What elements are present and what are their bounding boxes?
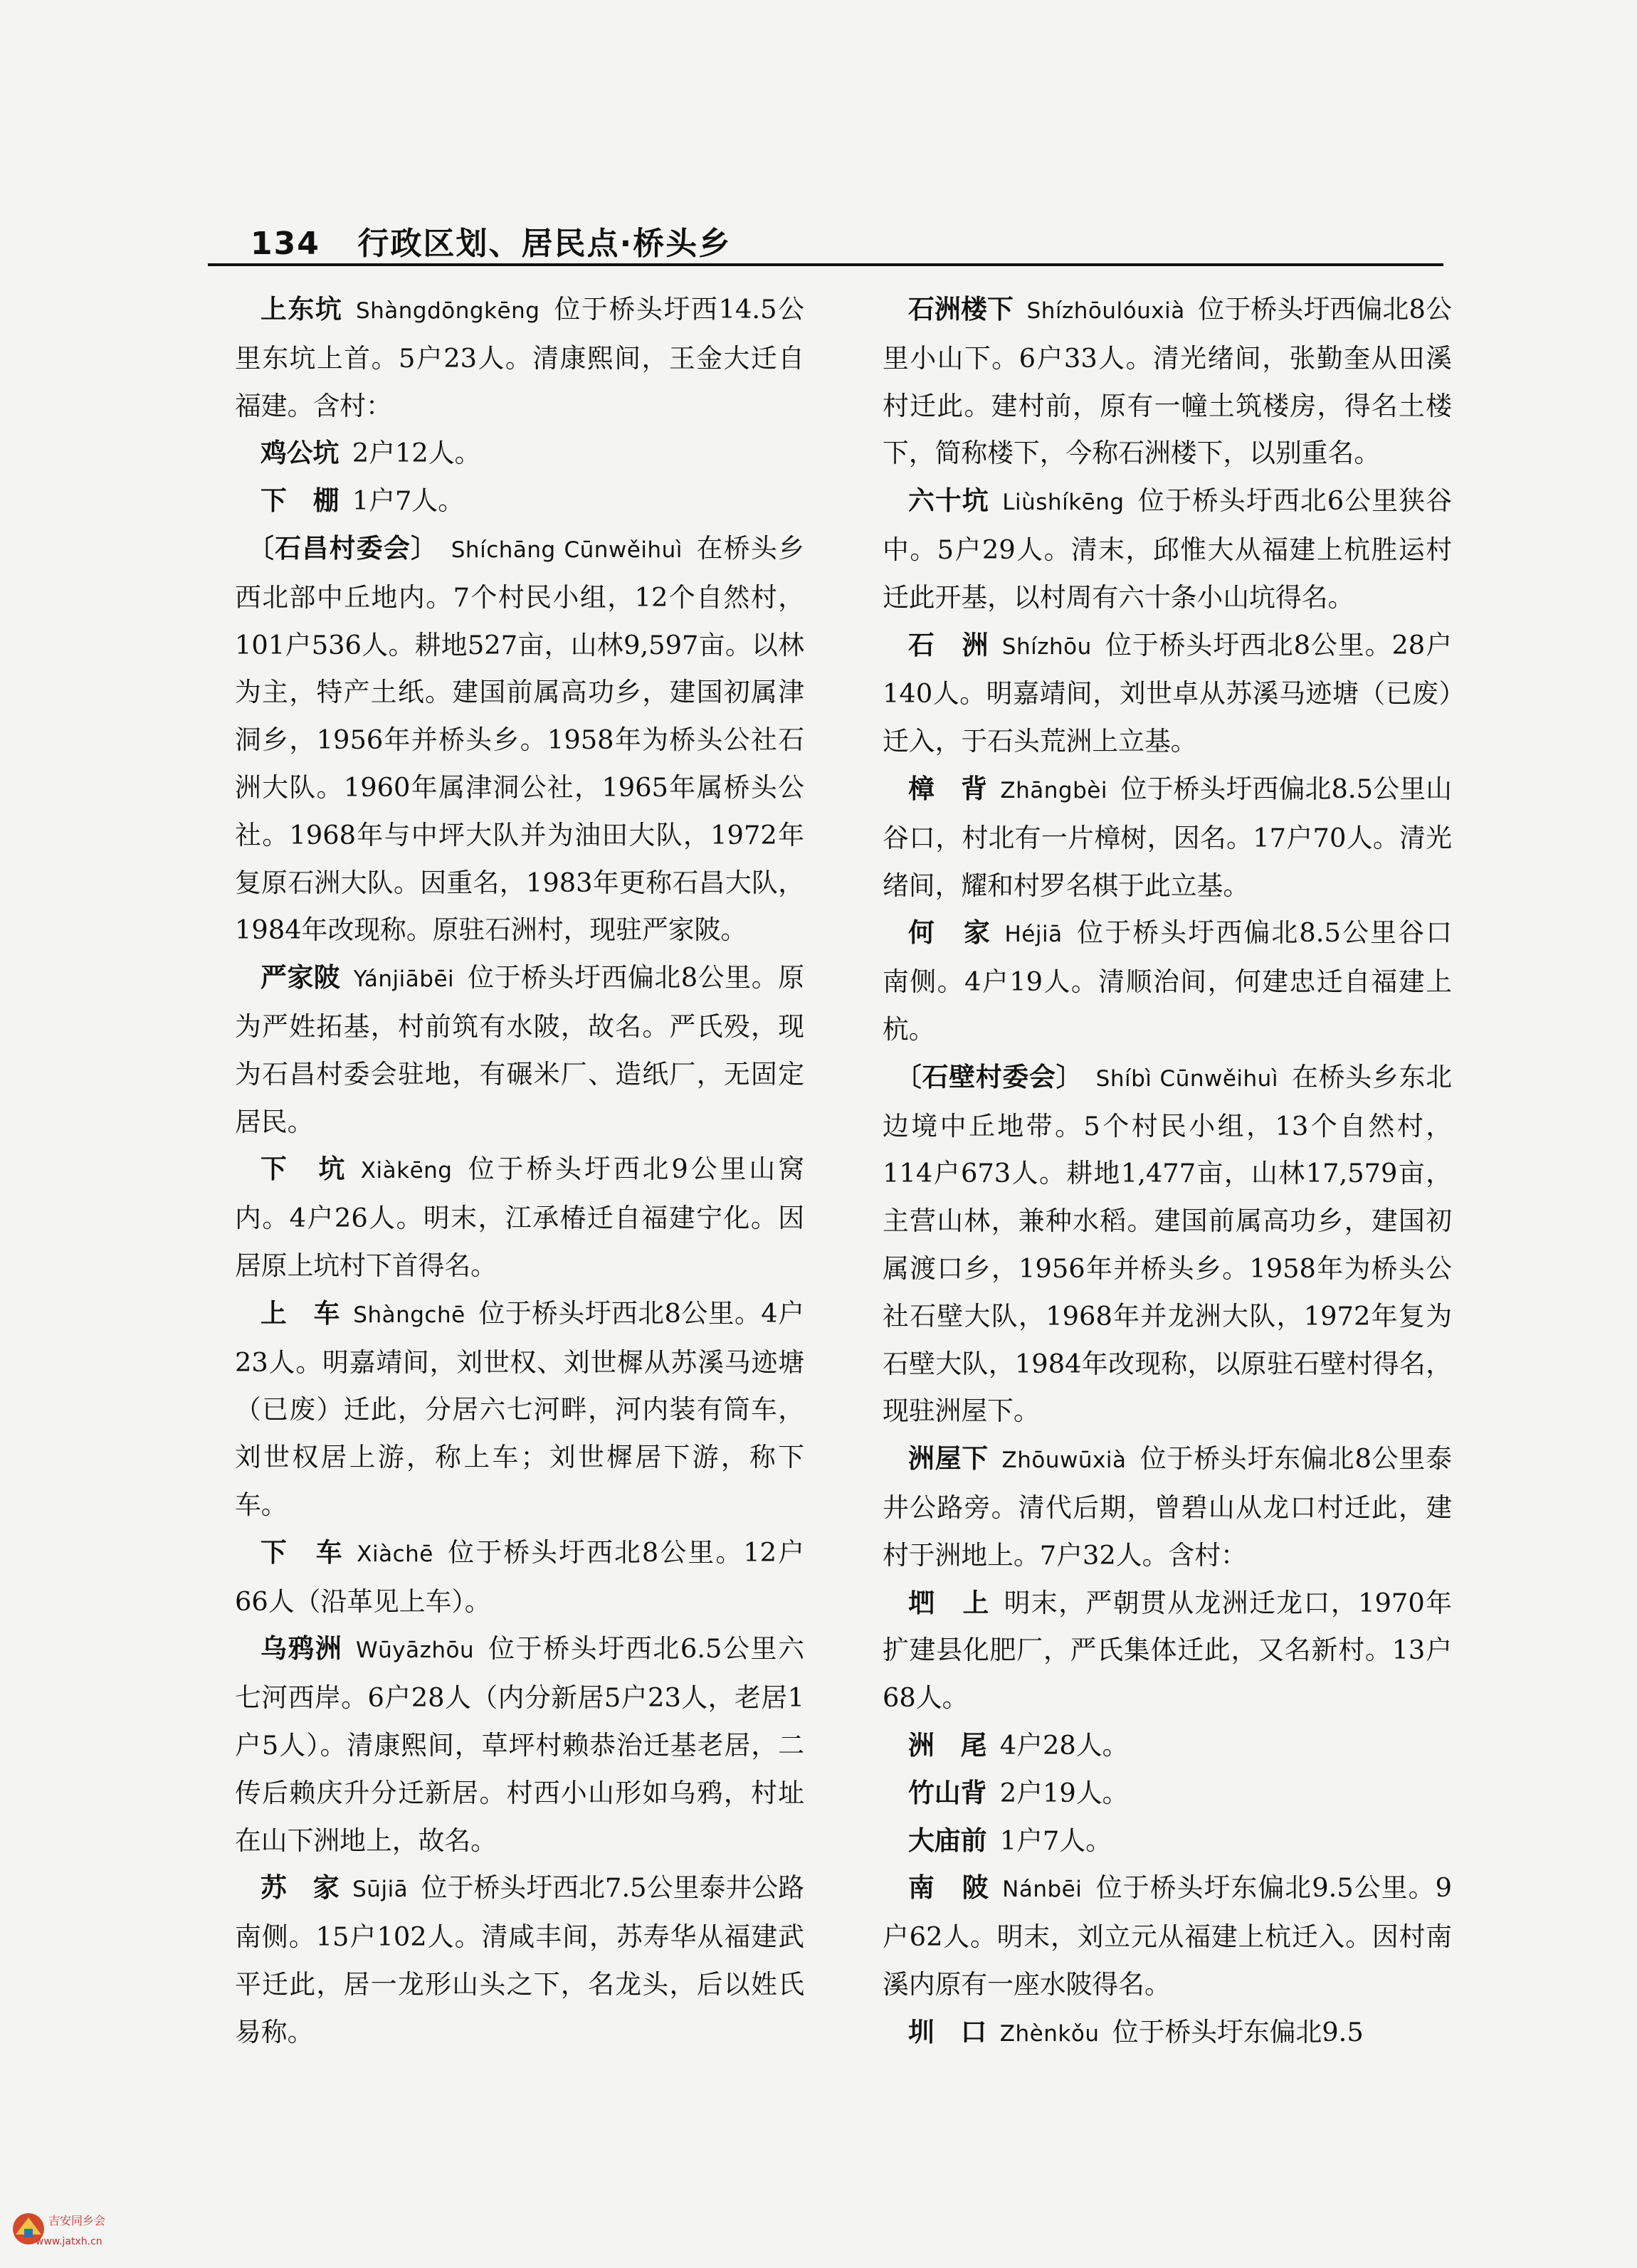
entry-pinyin: Shízhōulóuxià xyxy=(1026,298,1185,324)
entry-heading: 下 车 xyxy=(260,1536,344,1568)
entry xyxy=(883,909,1452,1053)
entry xyxy=(235,1864,804,2056)
entry-pinyin: Shíchāng Cūnwěihuì xyxy=(451,537,683,563)
entry-pinyin: Yánjiābēi xyxy=(353,966,455,993)
entry-heading: 南 陂 xyxy=(908,1872,989,1904)
entry-heading: 下 棚 xyxy=(260,485,339,517)
entry-heading: 何 家 xyxy=(908,917,992,949)
entry xyxy=(883,1435,1452,1579)
entry-text: 位于桥头圩东偏北9.5公里。9户62人。明末，刘立元从福建上杭迁入。因村南溪内原有一座水陂得名。 xyxy=(883,1872,1452,2000)
entry-heading: 石 洲 xyxy=(908,629,989,660)
entry-text: 位于桥头圩西北8公里。28户140人。明嘉靖间，刘世卓从苏溪马迹塘（已废）迁入，于石头荒洲上立基。 xyxy=(883,629,1453,757)
entry-heading: 垇 上 xyxy=(908,1587,990,1618)
entry xyxy=(235,478,804,525)
entry-text: 位于桥头圩西北7.5公里泰井公路南侧。15户102人。清咸丰间，苏寿华从福建武平迁此，居一龙形山头之下，名龙头，后以姓氏易称。 xyxy=(235,1872,804,2047)
page-number: 134 xyxy=(251,226,320,262)
entry-heading: 六十坑 xyxy=(908,485,989,517)
entry-text: 位于桥头圩西偏北8公里小山下。6户33人。清光绪间，张勤奎从田溪村迁此。建村前，原有一幢土筑楼房，得名土楼下，简称楼下，今称石洲楼下，以别重名。 xyxy=(883,294,1452,469)
entry-pinyin: Nánbēi xyxy=(1002,1877,1083,1903)
entry-pinyin: Shízhōu xyxy=(1001,633,1092,660)
entry-pinyin: Shíbì Cūnwěihuì xyxy=(1095,1065,1278,1092)
entry-text: 位于桥头圩西14.5公里东坑上首。5户23人。清康熙间，王金大迁自福建。含村： xyxy=(235,294,805,421)
entry xyxy=(235,430,804,478)
entry-heading: 〔石昌村委会〕 xyxy=(248,532,438,564)
entry xyxy=(883,1864,1452,2008)
entry xyxy=(883,622,1452,766)
header-rule xyxy=(208,263,1443,266)
entry-heading: 圳 口 xyxy=(908,2016,987,2047)
entry-text: 位于桥头圩西北9公里山窝内。4户26人。明末，江承椿迁自福建宁化。因居原上坑村下首得名。 xyxy=(235,1154,804,1281)
entry xyxy=(235,1529,804,1626)
right-column xyxy=(883,286,1452,2057)
entry xyxy=(883,1818,1452,1865)
entry xyxy=(235,1290,804,1529)
page-header xyxy=(251,218,731,263)
entry-text: 2户12人。 xyxy=(352,438,481,469)
entry xyxy=(235,286,804,430)
entry-text: 位于桥头圩西北8公里。12户66人（沿革见上车）。 xyxy=(235,1536,805,1617)
entry-pinyin: Xiàkēng xyxy=(360,1158,453,1184)
entry-pinyin: Shàngdōngkēng xyxy=(355,298,540,324)
entry xyxy=(235,1146,804,1289)
entry-text: 位于桥头圩西偏北8.5公里山谷口，村北有一片樟树，因名。17户70人。清光绪间，耀和村罗名棋于此立基。 xyxy=(883,773,1452,901)
entry-heading: 严家陂 xyxy=(260,962,341,993)
entry-text: 位于桥头圩西北8公里。4户23人。明嘉靖间，刘世权、刘世樨从苏溪马迹塘（已废）迁此，分居六七河畔，河内装有筒车，刘世权居上游，称上车；刘世樨居下游，称下车。 xyxy=(235,1297,805,1520)
entry-text: 1户7人。 xyxy=(352,485,465,517)
entry xyxy=(883,1054,1452,1435)
entry xyxy=(235,525,804,954)
entry xyxy=(883,286,1452,478)
entry-text: 位于桥头圩西偏北8.5公里谷口南侧。4户19人。清顺治间，何建忠迁自福建上杭。 xyxy=(883,917,1453,1045)
entry xyxy=(883,1722,1452,1770)
entry-heading: 大庙前 xyxy=(908,1825,987,1856)
entry-text: 位于桥头圩西北6公里狭谷中。5户29人。清末，邱惟大从福建上杭胜运村迁此开基，以村周有六十条小山坑得名。 xyxy=(883,485,1452,613)
site-watermark xyxy=(7,2205,106,2262)
watermark-site-name: 吉安同乡会 xyxy=(48,2214,106,2227)
entry-pinyin: Héjiā xyxy=(1004,922,1063,948)
entry-text: 在桥头乡东北边境中丘地带。5个村民小组，13个自然村，114户673人。耕地1,477亩，山林17,579亩，主营山林，兼种水稻。建国前属高功乡，建国初属渡口乡，1956年并桥头乡。1958年为桥头公社石壁大队，1968年并龙洲大队，1972年复为石壁大队，1984年改现称，以原驻石壁村得名，现驻洲屋下。 xyxy=(883,1061,1452,1427)
entry-pinyin: Xiàchē xyxy=(357,1541,433,1567)
entry-pinyin: Zhōuwūxià xyxy=(1001,1447,1127,1474)
watermark-url: www.jatxh.cn xyxy=(36,2236,102,2247)
entry-pinyin: Shàngchē xyxy=(353,1302,465,1328)
entry-heading: 竹山背 xyxy=(908,1777,987,1808)
entry-heading: 石洲楼下 xyxy=(908,294,1014,325)
entry-pinyin: Zhāngbèi xyxy=(1000,777,1107,803)
entry-text: 位于桥头圩西北6.5公里六七河西岸。6户28人（内分新居5户23人，老居1户5人）。清康熙间，草坪村赖恭治迁基老居，二传后赖庆升分迁新居。村西小山形如乌鸦，村址在山下洲地上，故名。 xyxy=(235,1633,804,1856)
entry xyxy=(883,1580,1452,1722)
entry xyxy=(883,766,1452,909)
entry xyxy=(883,478,1452,621)
entry-text: 4户28人。 xyxy=(999,1729,1129,1761)
entry-heading: 上东坑 xyxy=(260,294,343,325)
entry-heading: 乌鸦洲 xyxy=(260,1633,343,1665)
entry-text: 在桥头乡西北部中丘地内。7个村民小组，12个自然村，101户536人。耕地527亩，山林9,597亩。以林为主，特产土纸。建国前属高功乡，建国初属津洞乡，1956年并桥头乡。1958年为桥头公社石洲大队。1960年属津洞公社，1965年属桥头公社。1968年与中坪大队并为油田大队，1972年复原石洲大队。因重名，1983年更称石昌大队，1984年改现称。原驻石洲村，现驻严家陂。 xyxy=(235,532,805,946)
entry-text: 位于桥头圩东偏北8公里泰井公路旁。清代后期，曾碧山从龙口村迁此，建村于洲地上。7户32人。含村： xyxy=(883,1443,1452,1571)
entry-heading: 下 坑 xyxy=(260,1154,348,1185)
entry-text: 2户19人。 xyxy=(999,1777,1129,1808)
entry-pinyin: Wūyāzhōu xyxy=(355,1637,475,1664)
entry-pinyin: Sūjiā xyxy=(352,1877,409,1903)
entry-heading: 洲 尾 xyxy=(908,1729,987,1761)
entry-heading: 苏 家 xyxy=(260,1872,339,1904)
entry xyxy=(883,1770,1452,1818)
entry-pinyin: Zhènkǒu xyxy=(999,2020,1100,2047)
entry-heading: 鸡公坑 xyxy=(260,438,339,469)
entry xyxy=(883,2009,1452,2058)
entry xyxy=(235,1625,804,1864)
entry-text: 位于桥头圩西偏北8公里。原为严姓拓基，村前筑有水陂，故名。严氏殁，现为石昌村委会驻地，有碾米厂、造纸厂，无固定居民。 xyxy=(235,962,804,1137)
entry-heading: 樟 背 xyxy=(908,773,987,804)
entry-heading: 〔石壁村委会〕 xyxy=(895,1061,1083,1092)
entry xyxy=(235,954,804,1146)
page-title: 行政区划、居民点·桥头乡 xyxy=(357,226,732,262)
entry-heading: 上 车 xyxy=(260,1297,340,1329)
entry-heading: 洲屋下 xyxy=(908,1443,989,1475)
entry-pinyin: Liùshíkēng xyxy=(1002,490,1125,516)
left-column xyxy=(235,286,804,2056)
entry-text: 1户7人。 xyxy=(999,1825,1112,1856)
entry-text: 位于桥头圩东偏北9.5 xyxy=(1112,2016,1364,2047)
entry-text: 明末，严朝贯从龙洲迁龙口，1970年扩建县化肥厂，严氏集体迁此，又名新村。13户68人。 xyxy=(883,1587,1452,1714)
